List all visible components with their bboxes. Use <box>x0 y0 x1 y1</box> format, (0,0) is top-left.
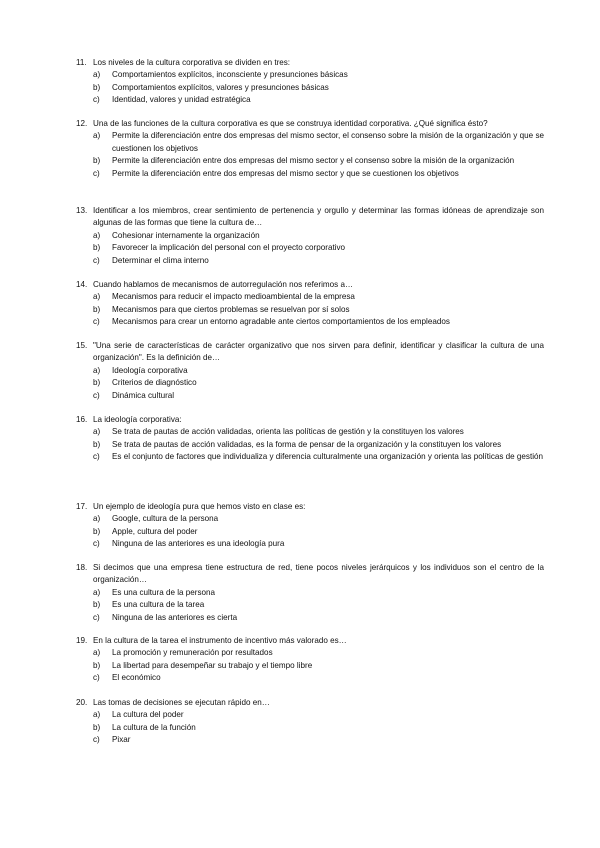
question-16 <box>76 414 544 464</box>
answer-option: c) Es el conjunto de factores que individualiza y diferencia culturalmente una organización y orienta las políticas de gestión <box>93 452 544 462</box>
answer-option: b) Es una cultura de la tarea <box>93 600 205 610</box>
answer-option: a) Cohesionar internamente la organización <box>93 230 260 240</box>
answer-option: c) Mecanismos para crear un entorno agradable ante ciertos comportamientos de los empleados <box>93 317 450 327</box>
answer-option: b) Criterios de diagnóstico <box>93 378 197 388</box>
question-number: 19. <box>76 636 88 645</box>
answer-option: a) Google, cultura de la persona <box>93 514 219 524</box>
question-number: 20. <box>76 698 88 707</box>
answer-option: c) Permite la diferenciación entre dos empresas del mismo sector y que se cuestionen los objetivos <box>93 168 459 178</box>
question-15 <box>76 340 544 402</box>
question-number: 12. <box>76 119 88 128</box>
answer-option: c) Identidad, valores y unidad estratégica <box>93 95 251 105</box>
question-14 <box>76 279 544 329</box>
question-text: Si decimos que una empresa tiene estructura de red, tiene pocos niveles jerárquicos y los individuos son el centro de la organización… <box>93 563 544 585</box>
question-text: En la cultura de la tarea el instrumento de incentivo más valorado es… <box>93 636 347 645</box>
question-17 <box>76 501 544 551</box>
answer-option: a) Se trata de pautas de acción validadas, orienta las políticas de gestión y la constituyen los valores <box>93 427 464 437</box>
answer-option: b) Comportamientos explícitos, valores y presunciones básicas <box>93 82 329 92</box>
question-text: Un ejemplo de ideología pura que hemos visto en clase es: <box>93 502 306 511</box>
answer-option: c) Ninguna de las anteriores es una ideología pura <box>93 539 285 549</box>
answer-option: a) Ideología corporativa <box>93 365 188 375</box>
question-text: "Una serie de características de carácter organizativo que nos sirven para definir, identificar y clasificar la cultura de una organización". Es la definición de… <box>93 341 544 363</box>
answer-option: b) Permite la diferenciación entre dos empresas del mismo sector y el consenso sobre la misión de la organización <box>93 156 515 166</box>
answer-option: a) Mecanismos para reducir el impacto medioambiental de la empresa <box>93 292 355 302</box>
question-13 <box>76 205 544 267</box>
question-text: Los niveles de la cultura corporativa se dividen en tres: <box>93 58 291 67</box>
answer-option: b) La libertad para desempeñar su trabajo y el tiempo libre <box>93 660 313 670</box>
question-number: 17. <box>76 502 88 511</box>
answer-option: c) Pixar <box>93 735 131 745</box>
answer-option: a) Comportamientos explícitos, inconsciente y presunciones básicas <box>93 70 348 80</box>
question-number: 18. <box>76 563 88 572</box>
answer-option: a) Permite la diferenciación entre dos empresas del mismo sector, el consenso sobre la misión de la organización y que se cuestionen los objetivos <box>93 131 544 153</box>
question-number: 11. <box>76 58 87 67</box>
answer-option: c) El económico <box>93 673 161 683</box>
answer-option: b) Se trata de pautas de acción validadas, es la forma de pensar de la organización y la constituyen los valores <box>93 439 502 449</box>
question-number: 16. <box>76 415 88 424</box>
answer-option: c) Determinar el clima interno <box>93 255 209 265</box>
question-number: 13. <box>76 206 88 215</box>
answer-option: c) Ninguna de las anteriores es cierta <box>93 612 238 622</box>
question-number: 15. <box>76 341 88 350</box>
answer-option: b) Apple, cultura del poder <box>93 526 198 536</box>
question-11 <box>76 57 544 107</box>
answer-option: a) Es una cultura de la persona <box>93 587 216 597</box>
question-text: La ideología corporativa: <box>93 415 182 424</box>
question-12 <box>76 118 544 180</box>
question-19 <box>76 635 544 685</box>
answer-option: b) La cultura de la función <box>93 722 196 732</box>
question-20 <box>76 697 544 747</box>
question-text: Una de las funciones de la cultura corporativa es que se construya identidad corporativa. ¿Qué significa ésto? <box>93 119 488 128</box>
question-text: Cuando hablamos de mecanismos de autorregulación nos referimos a… <box>93 280 354 289</box>
answer-option: b) Mecanismos para que ciertos problemas se resuelvan por sí solos <box>93 304 350 314</box>
answer-option: a) La cultura del poder <box>93 710 184 720</box>
answer-option: a) La promoción y remuneración por resultados <box>93 648 273 658</box>
question-number: 14. <box>76 280 88 289</box>
answer-option: b) Favorecer la implicación del personal con el proyecto corporativo <box>93 243 346 253</box>
question-18 <box>76 562 544 624</box>
question-text: Identificar a los miembros, crear sentimiento de pertenencia y orgullo y determinar las formas idóneas de aprendizaje son algunas de las formas que tiene la cultura de… <box>93 206 544 228</box>
answer-option: c) Dinámica cultural <box>93 390 175 400</box>
question-text: Las tomas de decisiones se ejecutan rápido en… <box>93 698 270 707</box>
